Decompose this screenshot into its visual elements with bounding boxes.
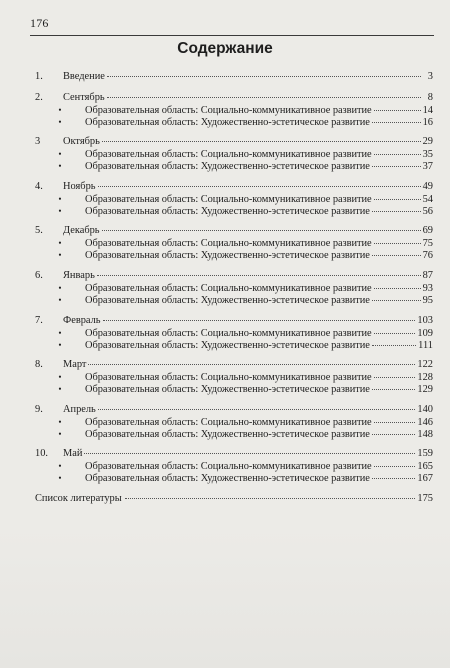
toc-subentry-label: Образовательная область: Социально-коммуникативное развитие [85, 461, 372, 473]
dot-leader [374, 199, 421, 200]
toc-subentry-label: Образовательная область: Художественно-эстетическое развитие [85, 294, 370, 306]
toc-section [35, 181, 433, 217]
dot-leader [103, 320, 416, 321]
dot-leader [88, 364, 415, 365]
toc-entry[interactable] [35, 359, 433, 371]
dot-leader [372, 300, 421, 301]
toc-subentry-page: 14 [422, 104, 433, 116]
toc-subentry[interactable] [35, 205, 433, 217]
toc-section [35, 225, 433, 261]
toc-subentry-label: Образовательная область: Художественно-эстетическое развитие [85, 161, 370, 173]
toc-subentry-page: 148 [417, 428, 433, 440]
toc-subentry-label: Образовательная область: Художественно-эстетическое развитие [85, 428, 370, 440]
dot-leader [125, 498, 416, 499]
bullet-icon: • [58, 238, 62, 249]
toc-entry[interactable] [35, 136, 433, 148]
toc-subentry-label: Образовательная область: Социально-коммуникативное развитие [85, 372, 372, 384]
toc-entry-page: 69 [422, 225, 433, 237]
table-of-contents [35, 71, 433, 505]
toc-subentry-label: Образовательная область: Социально-коммуникативное развитие [85, 193, 372, 205]
toc-subentry[interactable] [35, 160, 433, 172]
dot-leader [84, 453, 415, 454]
toc-section [35, 315, 433, 351]
toc-subentry-page: 16 [422, 116, 433, 128]
bullet-icon: • [58, 104, 62, 115]
bullet-icon: • [58, 193, 62, 204]
toc-subentry-label: Образовательная область: Художественно-эстетическое развитие [85, 473, 370, 485]
toc-section [35, 270, 433, 306]
toc-entry-number: 7. [35, 314, 43, 326]
toc-subentry-label: Образовательная область: Социально-коммуникативное развитие [85, 327, 372, 339]
toc-subentry[interactable] [35, 237, 433, 249]
toc-entry[interactable] [35, 181, 433, 193]
dot-leader [374, 154, 421, 155]
toc-subentry-page: 109 [417, 327, 433, 339]
toc-entry-label: Май [63, 448, 83, 460]
toc-entry-page: 87 [422, 269, 433, 281]
toc-entry-number: 9. [35, 403, 43, 415]
toc-subentry-page: 76 [422, 250, 433, 262]
toc-entry-label: Февраль [63, 314, 101, 326]
bullet-icon: • [58, 161, 62, 172]
toc-subentry-label: Образовательная область: Социально-коммуникативное развитие [85, 238, 372, 250]
toc-entry-number: 6. [35, 269, 43, 281]
toc-entry[interactable] [35, 315, 433, 327]
toc-entry-number: 8. [35, 359, 43, 371]
toc-entry-page: 175 [417, 492, 433, 504]
toc-entry-page: 103 [417, 314, 433, 326]
toc-section [35, 404, 433, 440]
toc-subentry[interactable] [35, 294, 433, 306]
bullet-icon: • [58, 473, 62, 484]
toc-section [35, 71, 433, 83]
toc-entry-label: Сентябрь [63, 91, 105, 103]
toc-subentry[interactable] [35, 416, 433, 428]
toc-subentry-page: 165 [417, 461, 433, 473]
toc-subentry-page: 128 [417, 372, 433, 384]
toc-subentry[interactable] [35, 116, 433, 128]
toc-entry-label: Список литературы [35, 492, 122, 504]
toc-subentry[interactable] [35, 148, 433, 160]
toc-entry-label: Март [63, 359, 87, 371]
header-rule [30, 35, 434, 36]
bullet-icon: • [58, 282, 62, 293]
toc-entry-number: 1. [35, 71, 43, 82]
dot-leader [374, 288, 421, 289]
dot-leader [102, 230, 421, 231]
bullet-icon: • [58, 116, 62, 127]
toc-subentry-label: Образовательная область: Художественно-эстетическое развитие [85, 116, 370, 128]
toc-entry-number: 4. [35, 180, 43, 192]
toc-section [35, 92, 433, 128]
toc-subentry[interactable] [35, 428, 433, 440]
toc-entry-label: Ноябрь [63, 180, 96, 192]
dot-leader [98, 186, 421, 187]
toc-entry[interactable] [35, 270, 433, 282]
dot-leader [372, 255, 421, 256]
dot-leader [372, 389, 416, 390]
toc-entry-number: 3 [35, 136, 41, 148]
toc-entry-label: Декабрь [63, 225, 100, 237]
toc-entry[interactable] [35, 225, 433, 237]
scan-shading [0, 528, 450, 668]
toc-entry-page: 49 [422, 180, 433, 192]
toc-entry-number: 2. [35, 91, 43, 103]
toc-subentry-label: Образовательная область: Художественно-эстетическое развитие [85, 250, 370, 262]
toc-subentry[interactable] [35, 371, 433, 383]
page-number: 176 [30, 16, 49, 30]
toc-section [35, 136, 433, 172]
bullet-icon: • [58, 205, 62, 216]
toc-entry-number: 5. [35, 225, 43, 237]
dot-leader [372, 345, 416, 346]
toc-entry-page: 8 [427, 91, 433, 103]
dot-leader [374, 333, 416, 334]
dot-leader [374, 243, 421, 244]
toc-subentry[interactable] [35, 249, 433, 261]
toc-entry[interactable] [35, 404, 433, 416]
toc-subentry-label: Образовательная область: Социально-коммуникативное развитие [85, 149, 372, 161]
toc-subentry-page: 95 [422, 294, 433, 306]
toc-section [35, 448, 433, 484]
toc-subentry-page: 93 [422, 282, 433, 294]
toc-entry-page: 3 [427, 71, 433, 82]
toc-subentry-page: 111 [418, 339, 433, 351]
toc-subentry[interactable] [35, 460, 433, 472]
toc-subentry-label: Образовательная область: Социально-коммуникативное развитие [85, 416, 372, 428]
dot-leader [98, 409, 416, 410]
bullet-icon: • [58, 250, 62, 261]
toc-entry-label: Введение [63, 71, 105, 82]
page-title: Содержание [177, 40, 273, 57]
toc-subentry[interactable] [35, 327, 433, 339]
toc-entry-label: Апрель [63, 403, 96, 415]
toc-subentry[interactable] [35, 339, 433, 351]
toc-entry-number: 10. [35, 448, 48, 460]
dot-leader [102, 141, 421, 142]
toc-subentry-label: Образовательная область: Художественно-эстетическое развитие [85, 205, 370, 217]
toc-entry-label: Январь [63, 269, 95, 281]
toc-entry-page: 140 [417, 403, 433, 415]
toc-subentry[interactable] [35, 383, 433, 395]
toc-subentry[interactable] [35, 282, 433, 294]
dot-leader [372, 166, 421, 167]
dot-leader [374, 422, 416, 423]
toc-subentry[interactable] [35, 193, 433, 205]
toc-subentry-page: 75 [422, 238, 433, 250]
toc-entry-references[interactable] [35, 493, 433, 505]
toc-subentry-page: 167 [417, 473, 433, 485]
dot-leader [374, 377, 416, 378]
toc-entry[interactable] [35, 71, 433, 83]
bullet-icon: • [58, 149, 62, 160]
toc-entry-label: Октябрь [63, 136, 100, 148]
bullet-icon: • [58, 384, 62, 395]
bullet-icon: • [58, 461, 62, 472]
toc-subentry-page: 129 [417, 384, 433, 396]
dot-leader [372, 434, 416, 435]
toc-subentry-label: Образовательная область: Художественно-эстетическое развитие [85, 339, 370, 351]
dot-leader [374, 466, 416, 467]
toc-entry[interactable] [35, 92, 433, 104]
dot-leader [372, 478, 416, 479]
toc-subentry-page: 35 [422, 149, 433, 161]
toc-subentry-page: 146 [417, 416, 433, 428]
dot-leader [372, 211, 421, 212]
toc-section [35, 359, 433, 395]
dot-leader [107, 76, 421, 77]
toc-subentry-page: 56 [422, 205, 433, 217]
bullet-icon: • [58, 416, 62, 427]
toc-entry-page: 29 [422, 136, 433, 148]
toc-entry[interactable] [35, 448, 433, 460]
toc-subentry-label: Образовательная область: Социально-коммуникативное развитие [85, 104, 372, 116]
toc-subentry[interactable] [35, 104, 433, 116]
toc-subentry-page: 54 [422, 193, 433, 205]
bullet-icon: • [58, 339, 62, 350]
toc-subentry[interactable] [35, 472, 433, 484]
bullet-icon: • [58, 428, 62, 439]
bullet-icon: • [58, 294, 62, 305]
dot-leader [374, 110, 421, 111]
toc-entry-page: 122 [417, 359, 433, 371]
bullet-icon: • [58, 372, 62, 383]
toc-entry-page: 159 [417, 448, 433, 460]
toc-subentry-label: Образовательная область: Социально-коммуникативное развитие [85, 282, 372, 294]
dot-leader [97, 275, 421, 276]
dot-leader [372, 122, 421, 123]
toc-subentry-label: Образовательная область: Художественно-эстетическое развитие [85, 384, 370, 396]
bullet-icon: • [58, 327, 62, 338]
dot-leader [107, 97, 421, 98]
toc-subentry-page: 37 [422, 161, 433, 173]
